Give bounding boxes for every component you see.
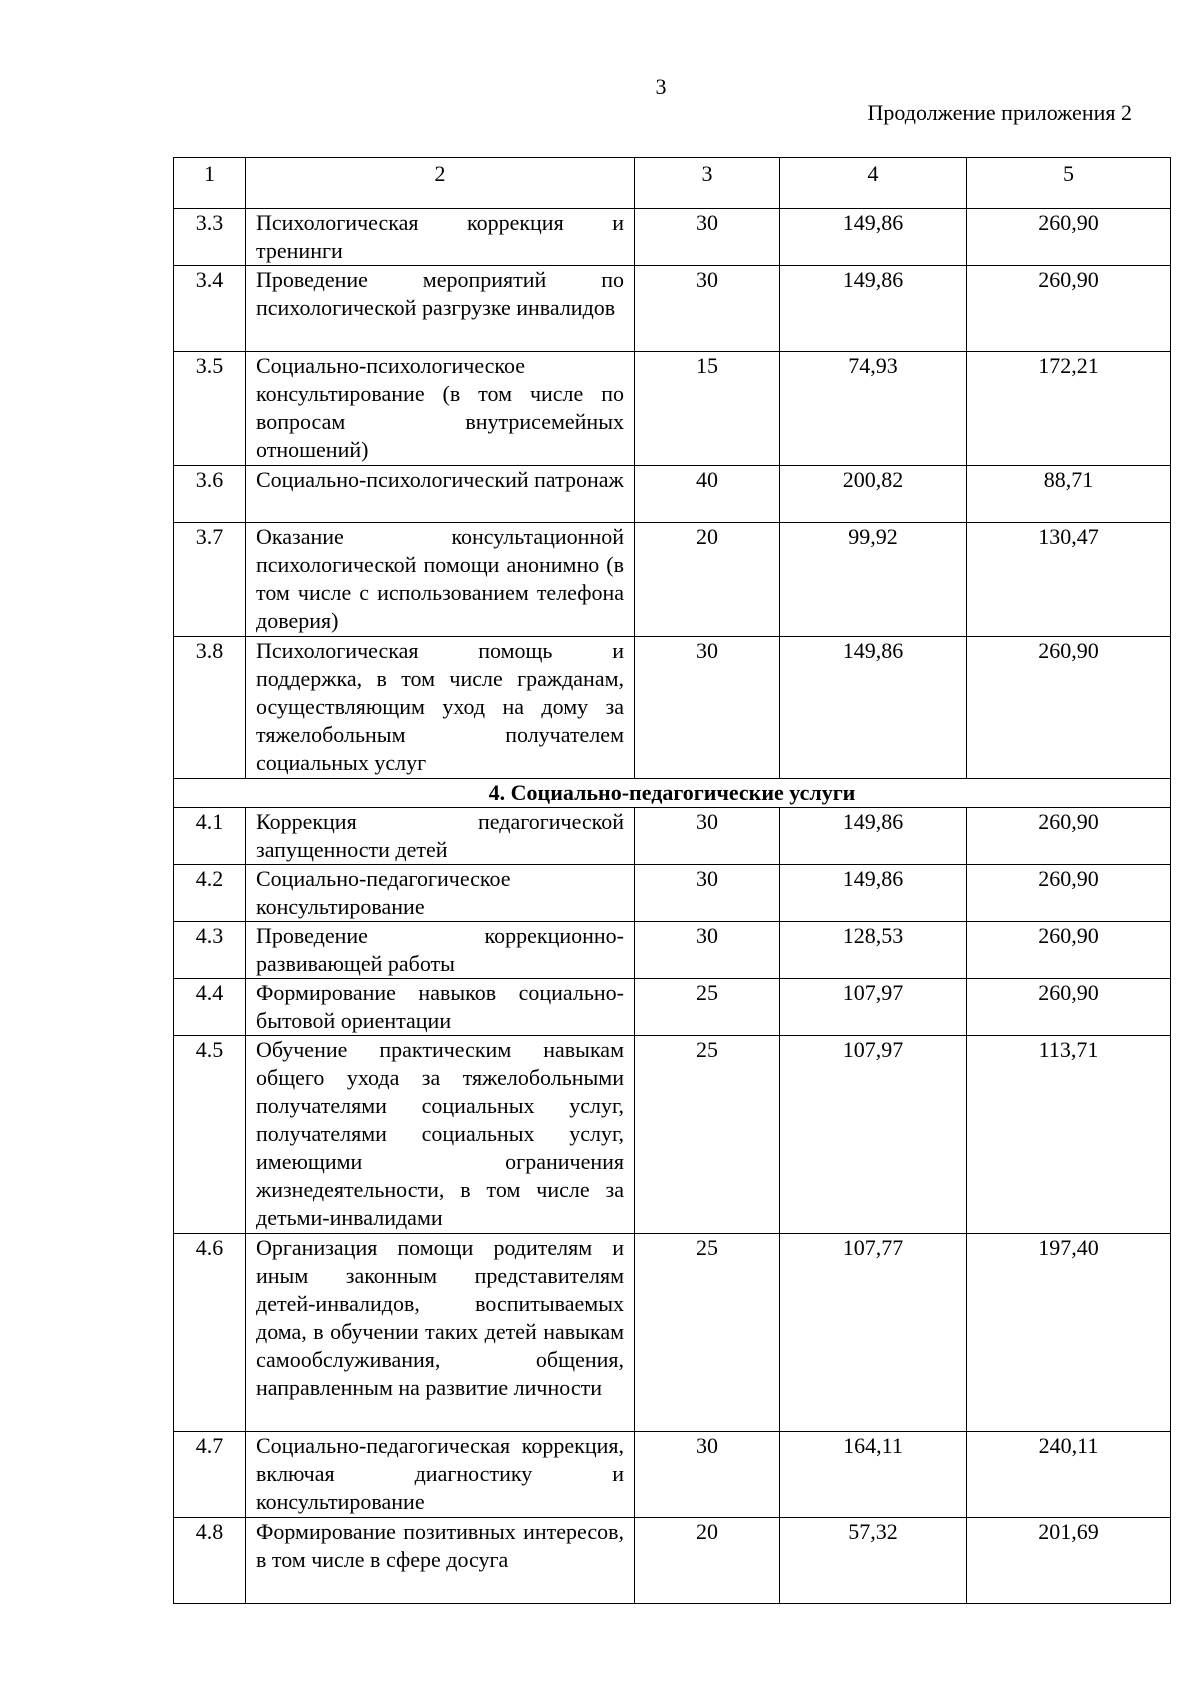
- service-name: Социально-педагогическое консультирование: [246, 865, 635, 922]
- column-header: 2: [246, 158, 635, 209]
- service-name: Социально-педагогическая коррекция, включая диагностику и консультирование: [246, 1432, 635, 1518]
- col5-value: 197,40: [967, 1234, 1171, 1432]
- service-name: Формирование позитивных интересов, в том числе в сфере досуга: [246, 1518, 635, 1604]
- service-name: Психологическая коррекция и тренинги: [246, 209, 635, 266]
- row-number: 3.5: [174, 352, 246, 466]
- col5-value: 260,90: [967, 979, 1171, 1036]
- col5-value: 130,47: [967, 523, 1171, 637]
- table-row: [174, 922, 1171, 979]
- col4-value: 107,97: [780, 1036, 967, 1234]
- table-row: [174, 808, 1171, 865]
- section-header-row: [174, 779, 1171, 808]
- col5-value: 260,90: [967, 266, 1171, 352]
- service-name: Психологическая помощь и поддержка, в том числе гражданам, осуществляющим уход на дому за тяжелобольным получателем социальных услуг: [246, 637, 635, 779]
- col4-value: 128,53: [780, 922, 967, 979]
- column-header: 4: [780, 158, 967, 209]
- col3-value: 15: [635, 352, 780, 466]
- service-name: Коррекция педагогической запущенности детей: [246, 808, 635, 865]
- appendix-note: Продолжение приложения 2: [867, 100, 1132, 125]
- col4-value: 149,86: [780, 266, 967, 352]
- col3-value: 30: [635, 808, 780, 865]
- col4-value: 149,86: [780, 637, 967, 779]
- service-name: Обучение практическим навыкам общего ухода за тяжелобольными получателями социальных услуг, получателями социальных услуг, имеющими ограничения жизнедеятельности, в том числе за детьми-инвалидами: [246, 1036, 635, 1234]
- row-number: 4.2: [174, 865, 246, 922]
- col5-value: 172,21: [967, 352, 1171, 466]
- col4-value: 164,11: [780, 1432, 967, 1518]
- table-row: [174, 466, 1171, 523]
- col4-value: 149,86: [780, 209, 967, 266]
- col5-value: 201,69: [967, 1518, 1171, 1604]
- row-number: 3.4: [174, 266, 246, 352]
- table-row: [174, 523, 1171, 637]
- services-table: [173, 157, 1171, 1604]
- col4-value: 149,86: [780, 865, 967, 922]
- table-row: [174, 1234, 1171, 1432]
- col3-value: 25: [635, 979, 780, 1036]
- row-number: 4.1: [174, 808, 246, 865]
- col4-value: 149,86: [780, 808, 967, 865]
- service-name: Социально-психологический патронаж: [246, 466, 635, 523]
- col5-value: 113,71: [967, 1036, 1171, 1234]
- col3-value: 20: [635, 523, 780, 637]
- col3-value: 40: [635, 466, 780, 523]
- row-number: 4.7: [174, 1432, 246, 1518]
- col4-value: 74,93: [780, 352, 967, 466]
- table-row: [174, 209, 1171, 266]
- service-name: Проведение мероприятий по психологической разгрузке инвалидов: [246, 266, 635, 352]
- service-name: Организация помощи родителям и иным законным представителям детей-инвалидов, воспитываемых дома, в обучении таких детей навыкам самообслуживания, общения, направленным на развитие личности: [246, 1234, 635, 1432]
- service-name: Формирование навыков социально-бытовой ориентации: [246, 979, 635, 1036]
- col3-value: 30: [635, 209, 780, 266]
- table-row: [174, 637, 1171, 779]
- col3-value: 30: [635, 266, 780, 352]
- table-row: [174, 266, 1171, 352]
- row-number: 4.6: [174, 1234, 246, 1432]
- col4-value: 107,97: [780, 979, 967, 1036]
- table-row: [174, 1036, 1171, 1234]
- section-title: 4. Социально-педагогические услуги: [174, 779, 1171, 808]
- table-header-row: [174, 158, 1171, 209]
- col3-value: 25: [635, 1234, 780, 1432]
- col5-value: 240,11: [967, 1432, 1171, 1518]
- table-row: [174, 1518, 1171, 1604]
- row-number: 4.8: [174, 1518, 246, 1604]
- col5-value: 88,71: [967, 466, 1171, 523]
- row-number: 4.4: [174, 979, 246, 1036]
- table-row: [174, 352, 1171, 466]
- table-row: [174, 979, 1171, 1036]
- col4-value: 200,82: [780, 466, 967, 523]
- column-header: 1: [174, 158, 246, 209]
- col3-value: 20: [635, 1518, 780, 1604]
- column-header: 3: [635, 158, 780, 209]
- row-number: 4.3: [174, 922, 246, 979]
- col3-value: 30: [635, 922, 780, 979]
- table-row: [174, 1432, 1171, 1518]
- col5-value: 260,90: [967, 637, 1171, 779]
- col3-value: 30: [635, 865, 780, 922]
- row-number: 3.8: [174, 637, 246, 779]
- row-number: 3.3: [174, 209, 246, 266]
- row-number: 4.5: [174, 1036, 246, 1234]
- col5-value: 260,90: [967, 209, 1171, 266]
- col3-value: 30: [635, 637, 780, 779]
- col4-value: 99,92: [780, 523, 967, 637]
- service-name: Социально-психологическое консультирование (в том числе по вопросам внутрисемейных отношений): [246, 352, 635, 466]
- col5-value: 260,90: [967, 808, 1171, 865]
- row-number: 3.7: [174, 523, 246, 637]
- col4-value: 57,32: [780, 1518, 967, 1604]
- page-number: 3: [655, 74, 667, 99]
- row-number: 3.6: [174, 466, 246, 523]
- col3-value: 30: [635, 1432, 780, 1518]
- col5-value: 260,90: [967, 865, 1171, 922]
- col4-value: 107,77: [780, 1234, 967, 1432]
- table-row: [174, 865, 1171, 922]
- column-header: 5: [967, 158, 1171, 209]
- service-name: Проведение коррекционно-развивающей работы: [246, 922, 635, 979]
- service-name: Оказание консультационной психологической помощи анонимно (в том числе с использованием телефона доверия): [246, 523, 635, 637]
- col5-value: 260,90: [967, 922, 1171, 979]
- col3-value: 25: [635, 1036, 780, 1234]
